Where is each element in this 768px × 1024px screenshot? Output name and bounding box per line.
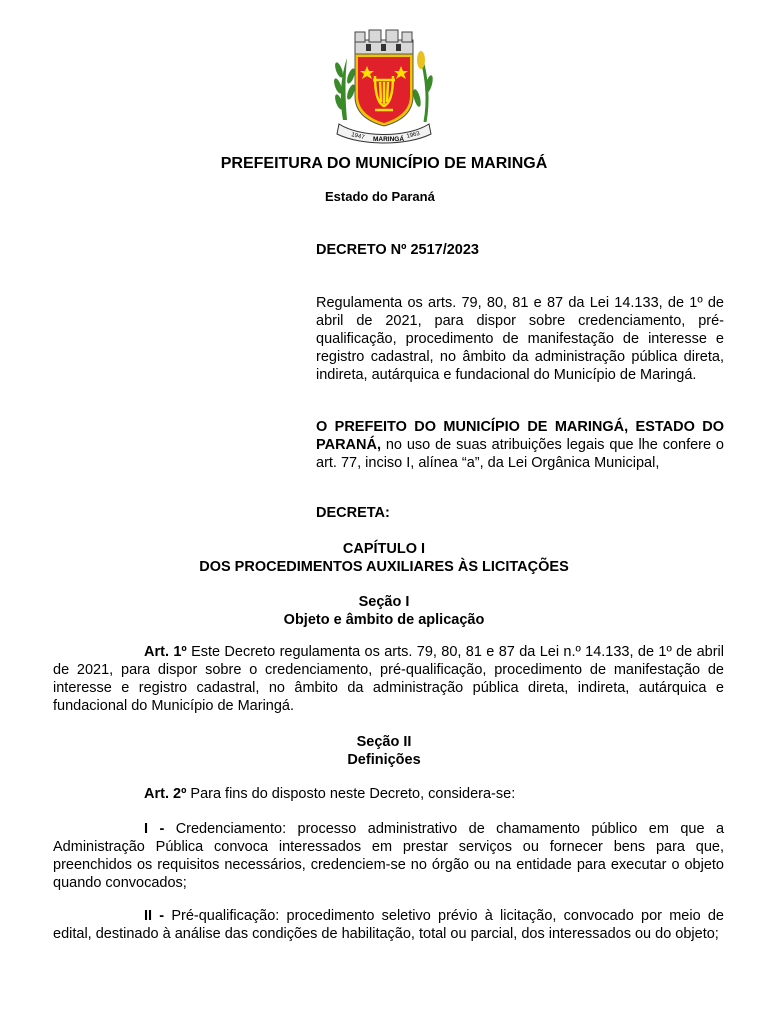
coffee-branch xyxy=(332,58,356,120)
item-2-label: II - xyxy=(144,908,165,924)
wheat-branch xyxy=(412,51,434,122)
section-2-heading xyxy=(0,733,768,769)
section-1-label: Seção I xyxy=(358,594,410,610)
decree-summary: Regulamenta os arts. 79, 80, 81 e 87 da Lei 14.133, de 1º de abril de 2021, para dispor sobre credenciamento, pré-qualificação, procedimento de manifestação de interesse e registro cadastral, no âmbito da administração pública direta, indireta, autárquica e fundacional do Município de Maringá. xyxy=(316,295,724,383)
article-1-label: Art. 1º xyxy=(144,644,187,660)
item-1-label: I - xyxy=(144,821,165,837)
mural-crown xyxy=(355,30,413,54)
ribbon-year-right: 1963 xyxy=(406,130,421,140)
municipal-coat-of-arms xyxy=(331,26,437,144)
item-1-text: Credenciamento: processo administrativo de chamamento público em que a Administração Pública convoca interessados em prestar serviços ou fornecer bens para que, preenchidos os requisitos necessários, credenciem-se no órgão ou na entidade para executar o objeto quando convocados; xyxy=(53,821,725,891)
article-2-text: Para fins do disposto neste Decreto, considera-se: xyxy=(186,786,516,802)
chapter-label: CAPÍTULO I xyxy=(342,541,426,557)
decree-number: DECRETO Nº 2517/2023 xyxy=(316,242,479,258)
section-1-title: Objeto e âmbito de aplicação xyxy=(283,612,485,628)
preamble-text: no uso de suas atribuições legais que lhe confere o art. 77, inciso I, alínea “a”, da Lei Orgânica Municipal, xyxy=(316,437,724,471)
article-2-label: Art. 2º xyxy=(144,786,187,802)
article-1 xyxy=(53,643,724,715)
ribbon-city-name: MARINGÁ xyxy=(373,136,405,143)
state-subtitle: Estado do Paraná xyxy=(325,189,435,204)
chapter-heading xyxy=(0,540,768,576)
section-2-label: Seção II xyxy=(356,734,412,750)
list-item xyxy=(53,907,724,943)
section-1-heading xyxy=(0,593,768,629)
decree-preamble xyxy=(316,418,724,472)
list-item xyxy=(53,820,724,892)
chapter-title: DOS PROCEDIMENTOS AUXILIARES ÀS LICITAÇÕES xyxy=(199,559,569,575)
article-2 xyxy=(53,785,724,803)
section-2-title: Definições xyxy=(347,752,421,768)
ribbon-year-left: 1947 xyxy=(350,132,365,142)
decreta-heading: DECRETA: xyxy=(316,505,390,521)
page-title: PREFEITURA DO MUNICÍPIO DE MARINGÁ xyxy=(220,155,548,172)
item-2-text: Pré-qualificação: procedimento seletivo prévio à licitação, convocado por meio de edital, destinado à análise das condições de habilitação, total ou parcial, dos interessados ou do objeto; xyxy=(53,908,724,942)
preamble-authority: O PREFEITO DO MUNICÍPIO DE MARINGÁ, ESTADO DO PARANÁ, xyxy=(316,419,724,453)
article-1-text: Este Decreto regulamenta os arts. 79, 80, 81 e 87 da Lei n.º 14.133, de 1º de abril de 2021, para dispor sobre o credenciamento, pré-qualificação, procedimento de manifestação de interesse e registro cadastral, no âmbito da administração pública direta, indireta, autárquica e fundacional do Município de Maringá. xyxy=(53,644,724,714)
